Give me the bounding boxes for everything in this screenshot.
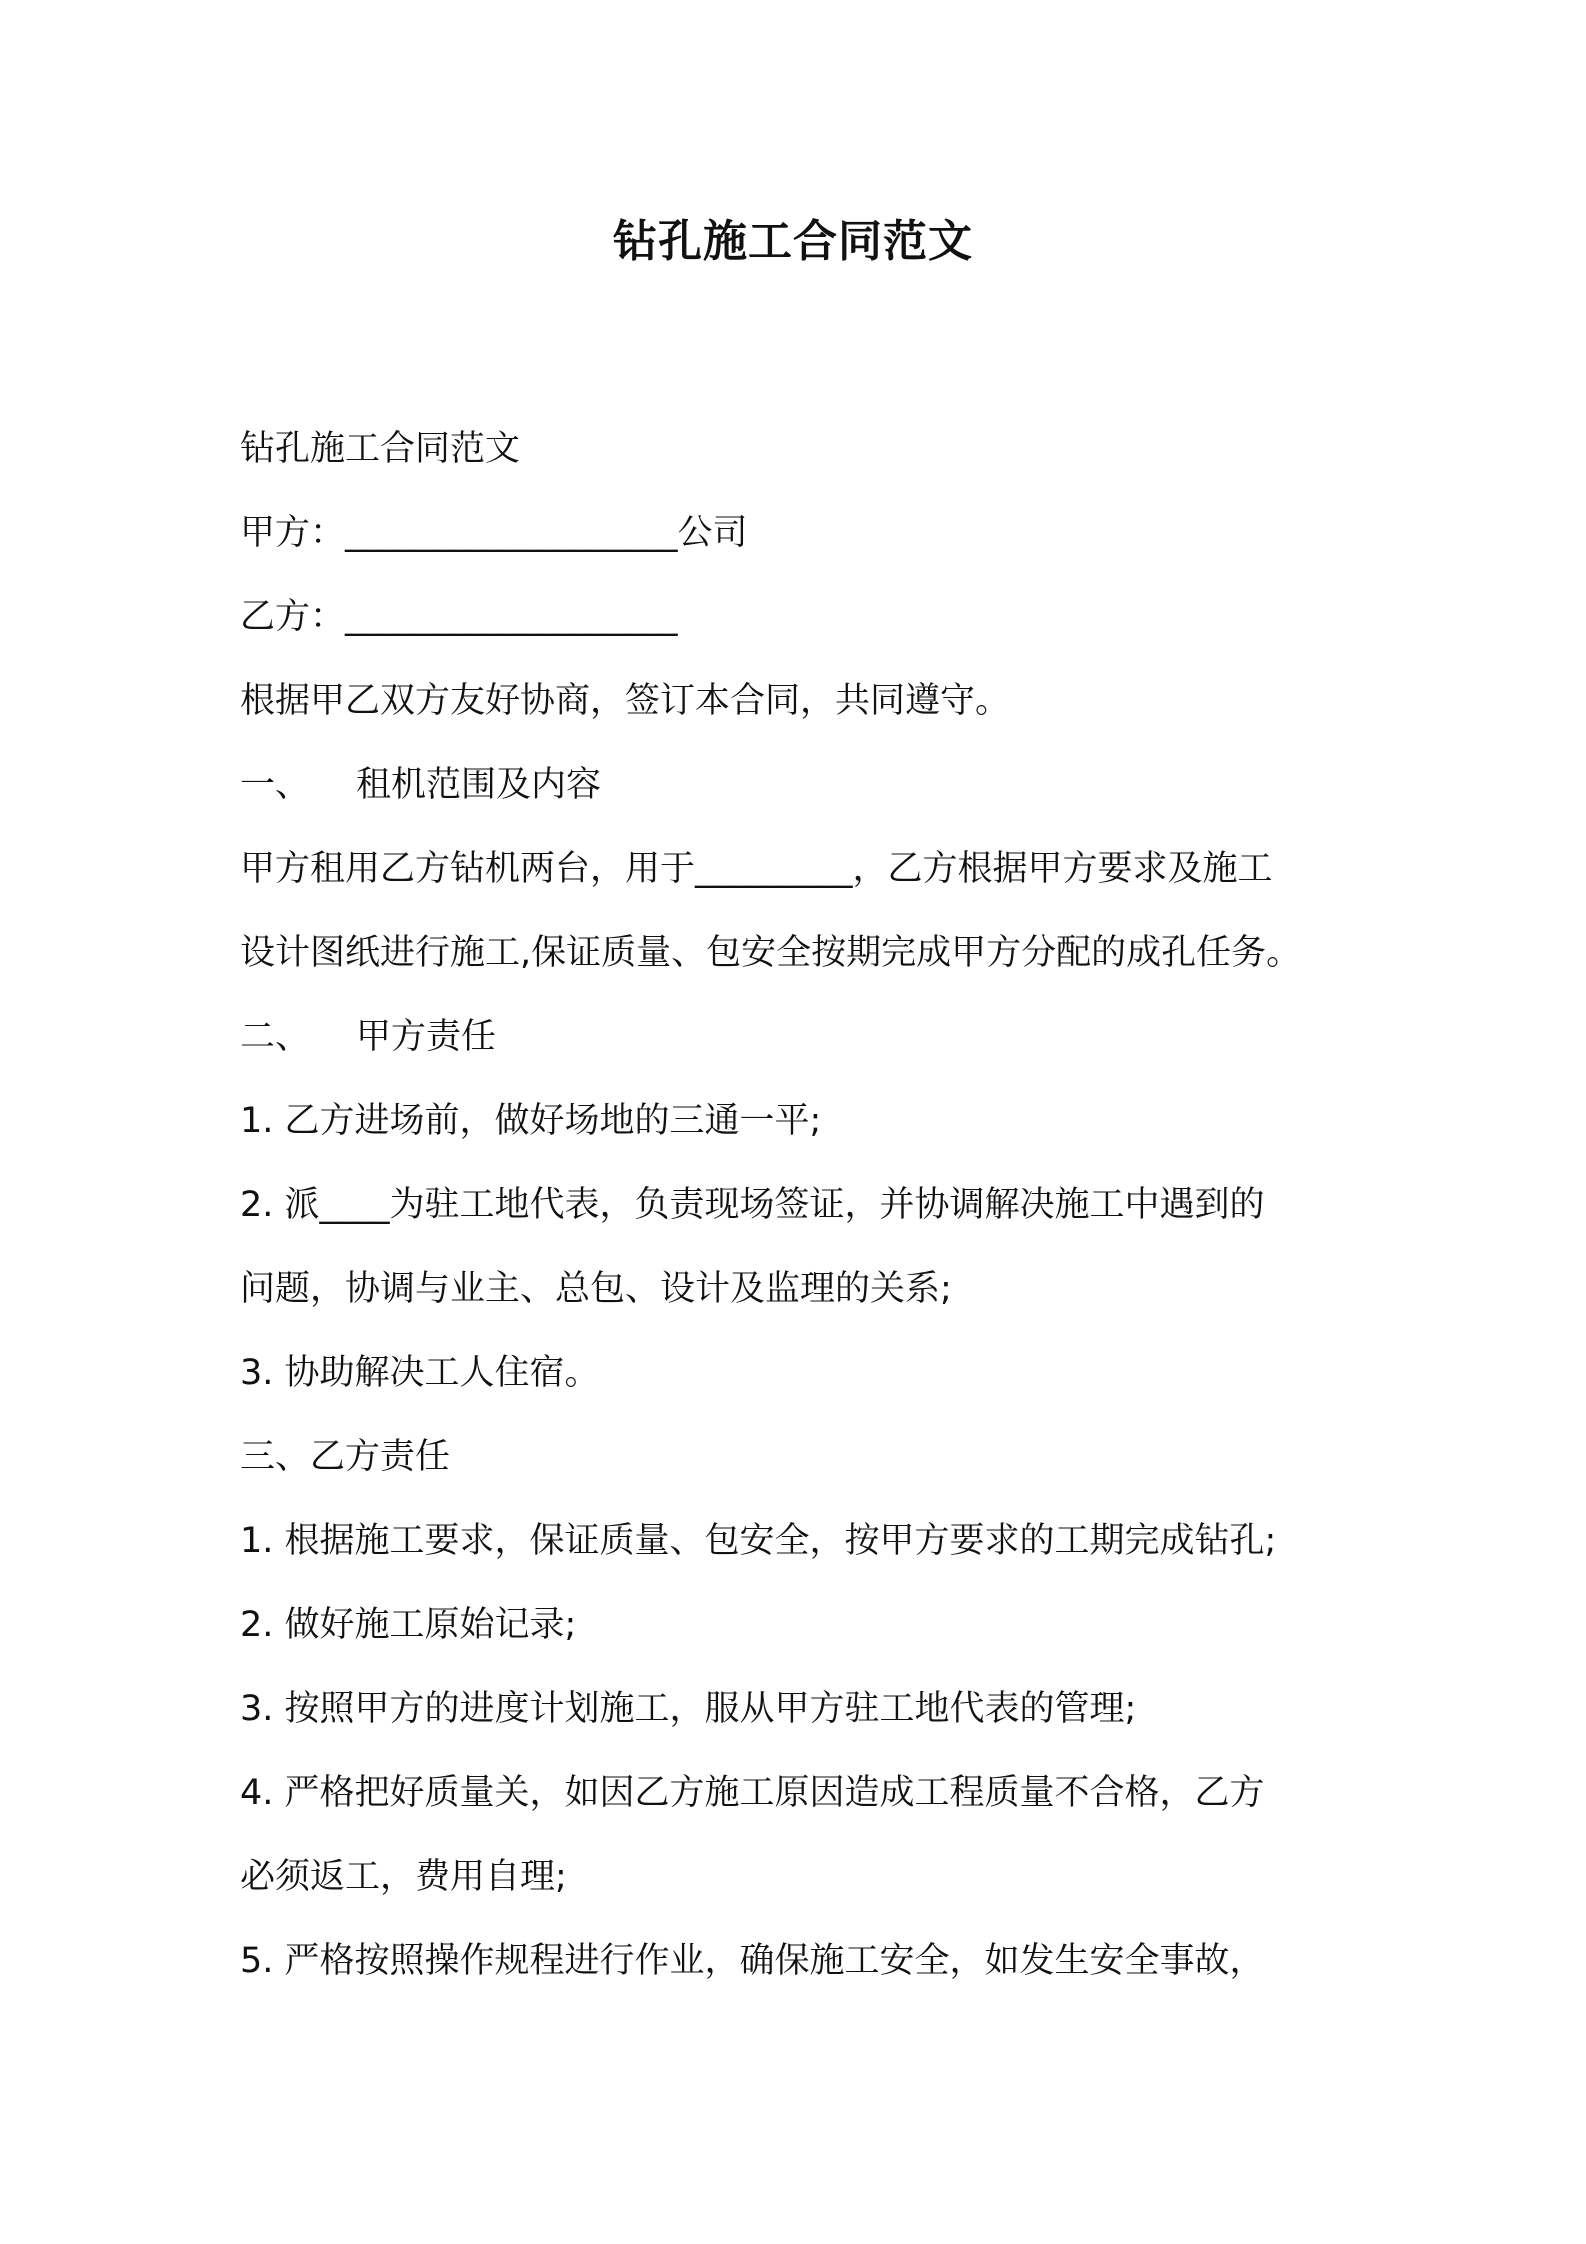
section-number-1: 一、 <box>240 765 311 805</box>
section-heading-3: 三、乙方责任 <box>240 1437 451 1477</box>
body-title-line: 钻孔施工合同范文 <box>240 429 521 469</box>
section-title-2: 甲方责任 <box>356 1017 497 1057</box>
section3-line: 5. 严格按照操作规程进行作业，确保施工安全，如发生安全事故， <box>240 1941 1265 1981</box>
section2-line: 问题，协调与业主、总包、设计及监理的关系; <box>240 1269 952 1309</box>
agreement-intro: 根据甲乙双方友好协商，签订本合同，共同遵守。 <box>240 681 1011 721</box>
section3-line: 必须返工，费用自理; <box>240 1857 567 1897</box>
section3-line: 2. 做好施工原始记录; <box>240 1605 577 1645</box>
section1-line: 甲方租用乙方钻机两台，用于_________，乙方根据甲方要求及施工 <box>240 849 1273 889</box>
section-heading-1 <box>240 743 1360 827</box>
section2-line: 3. 协助解决工人住宿。 <box>240 1353 600 1393</box>
party-a-line: 甲方：___________________公司 <box>240 513 748 553</box>
section-number-2: 二、 <box>240 1017 311 1057</box>
section2-line: 1. 乙方进场前，做好场地的三通一平; <box>240 1101 822 1141</box>
section2-line: 2. 派____为驻工地代表，负责现场签证，并协调解决施工中遇到的 <box>240 1185 1265 1225</box>
section3-line: 4. 严格把好质量关，如因乙方施工原因造成工程质量不合格，乙方 <box>240 1773 1265 1813</box>
section-title-1: 租机范围及内容 <box>356 765 602 805</box>
document-title: 钻孔施工合同范文 <box>613 216 973 267</box>
section3-line: 1. 根据施工要求，保证质量、包安全，按甲方要求的工期完成钻孔; <box>240 1521 1277 1561</box>
section1-line: 设计图纸进行施工,保证质量、包安全按期完成甲方分配的成孔任务。 <box>240 933 1302 973</box>
section3-line: 3. 按照甲方的进度计划施工，服从甲方驻工地代表的管理; <box>240 1689 1137 1729</box>
document-body <box>240 407 1360 2003</box>
section-heading-2 <box>240 995 1360 1079</box>
party-b-line: 乙方：___________________ <box>240 597 678 637</box>
